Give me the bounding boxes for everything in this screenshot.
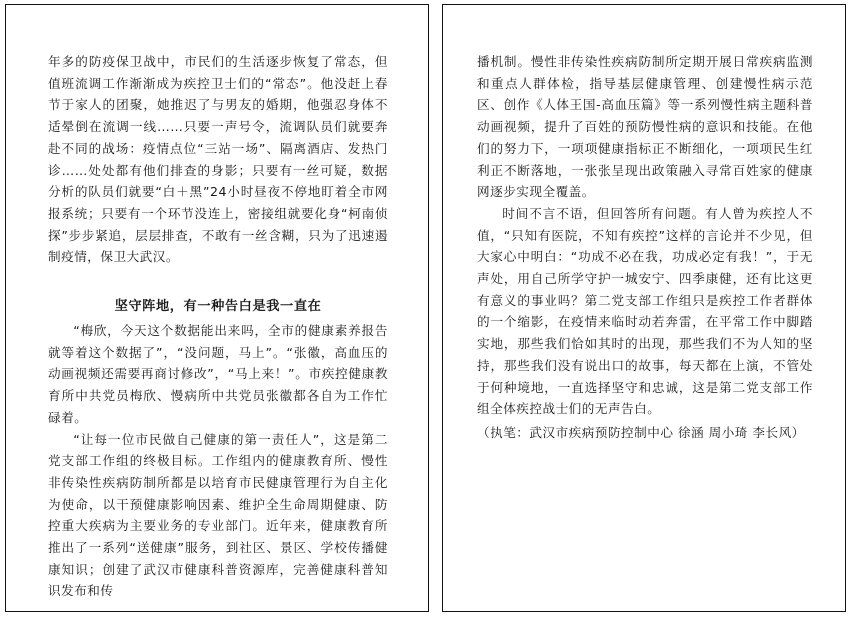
left-page-paragraph-1: 年多的防疫保卫战中，市民们的生活逐步恢复了常态，但值班流调工作渐渐成为疾控卫士们的“常态”。他没赶上春节于家人的团聚，她推迟了与男友的婚期，他强忍身体不适晕倒在流调一线……只要一声号令，流调队员们就要奔赴不同的战场：疫情点位“三站一场”、隔离酒店、发热门诊……处处都有他们排查的身影；只要有一丝可疑，数据分析的队员们就要“白＋黑”24小时昼夜不停地盯着全市网报系统；只要有一个环节没连上，密接组就要化身“柯南侦探”步步紧追，层层排查，不敢有一丝含糊，只为了迅速遏制疫情，保卫大武汉。 bbox=[48, 54, 388, 265]
right-page-paragraph-1: 播机制。慢性非传染性疾病防制所定期开展日常疾病监测和重点人群体检，指导基层健康管理、创建慢性病示范区、创作《人体王国-高血压篇》等一系列慢性病主题科普动画视频，提升了百姓的预防慢性病的意识和技能。在他们的努力下，一项项健康指标正不断细化，一项项民生红利正不断落地，一张张呈现出政策融入寻常百姓家的健康网逐步实现全覆盖。 bbox=[477, 54, 813, 200]
author-credit: （执笔：武汉市疾病预防控制中心 徐涵 周小琦 李长风） bbox=[477, 424, 805, 440]
section-paragraph-2: “让每一位市民做自己健康的第一责任人”，这是第二党支部工作组的终极目标。工作组内的健康教育所、慢性非传染性疾病防制所都是以培育市民健康管理行为自主化为使命，以干预健康影响因素、维护全生命周期健康、防控重大疾病为主要业务的专业部门。近年来，健康教育所推出了一系列“送健康”服务，到社区、景区、学校传播健康知识；创建了武汉市健康科普资源库，完善健康科普知识发布和传 bbox=[48, 431, 388, 599]
right-page bbox=[442, 4, 846, 612]
section-heading: 坚守阵地，有一种告白是我一直在 bbox=[114, 299, 322, 315]
section-paragraph-1: “梅欣，今天这个数据能出来吗，全市的健康素养报告就等着这个数据了”，“没问题，马上”。“张徽，高血压的动画视频还需要再商讨修改”，“马上来！”。市疾控健康教育所中共党员梅欣、慢病所中共党员张徽都各自为工作忙碌着。 bbox=[48, 323, 388, 425]
right-page-paragraph-2: 时间不言不语，但回答所有问题。有人曾为疾控人不值，“只知有医院，不知有疾控”这样的言论并不少见，但大家心中明白：“功成不必在我，功成必定有我！”，于无声处，用自己所学守护一城安宁、四季康健，还有比这更有意义的事业吗？第二党支部工作组只是疾控工作者群体的一个缩影，在疫情来临时动若奔雷，在平常工作中脚踏实地，那些我们恰如其时的出现，那些我们不为人知的坚持，那些我们没有说出口的故事，每天都在上演，不管处于何种境地，一直选择坚守和忠诚，这是第二党支部工作组全体疾控战士们的无声告白。 bbox=[477, 205, 813, 417]
left-page bbox=[5, 4, 429, 612]
